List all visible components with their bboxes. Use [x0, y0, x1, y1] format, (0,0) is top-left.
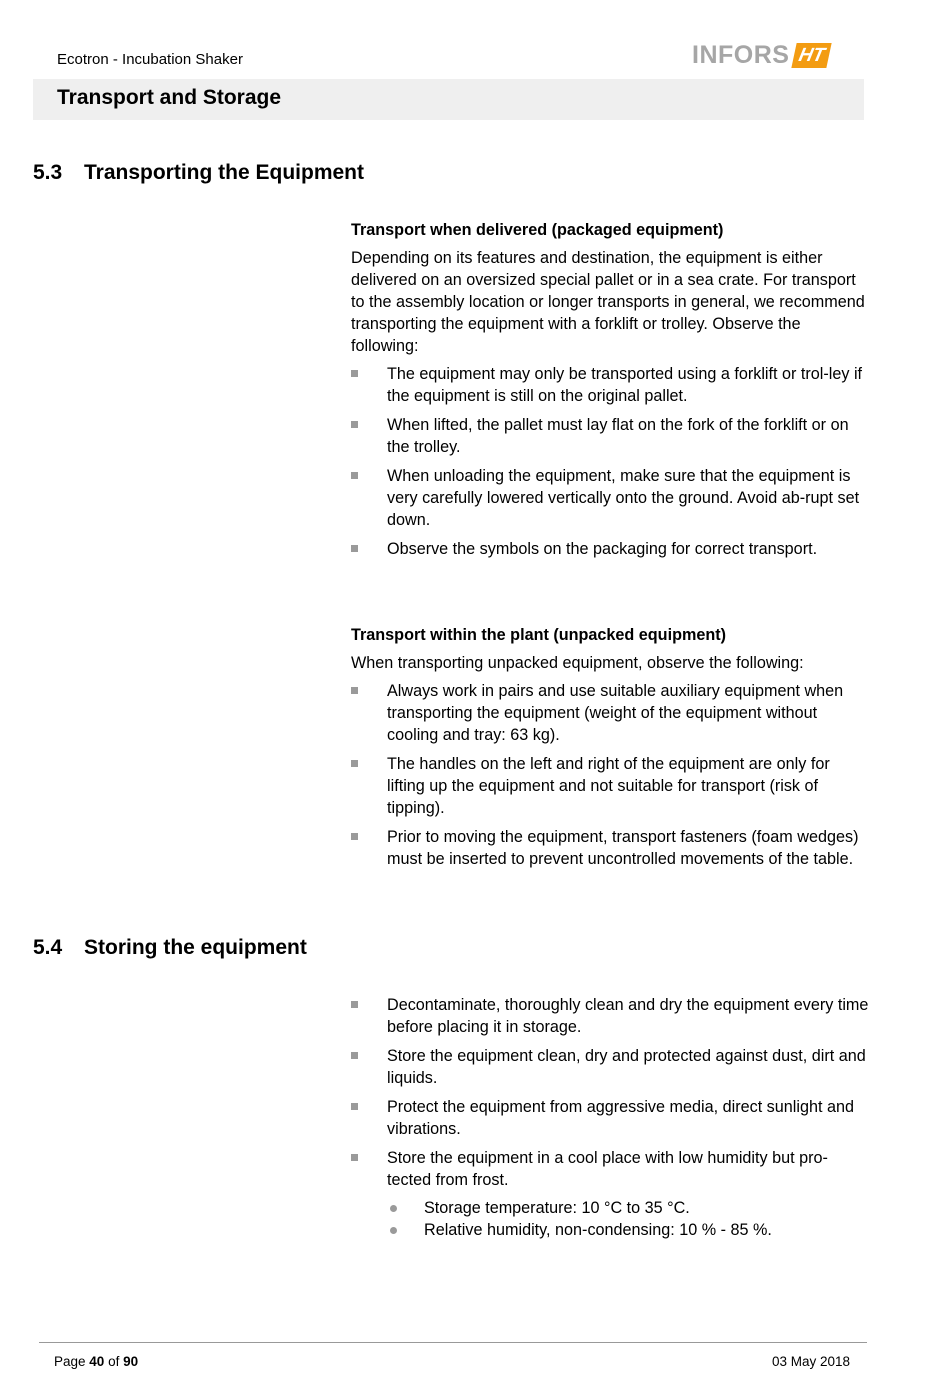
list-item: Protect the equipment from aggressive media, direct sunlight and vibrations. [351, 1096, 871, 1140]
infors-ht-logo [692, 42, 830, 68]
bullet-list [351, 363, 871, 560]
section-heading-5-3 [33, 161, 364, 185]
round-bullet-icon [390, 1205, 397, 1212]
subsection-heading: Transport when delivered (packaged equipment) [351, 221, 724, 239]
intro-paragraph: When transporting unpacked equipment, observe the following: [351, 654, 804, 672]
page-number: 40 [89, 1354, 105, 1369]
square-bullet-icon [351, 370, 358, 377]
transport-unpacked-block [351, 624, 871, 877]
bullet-list [351, 680, 871, 870]
list-item: Always work in pairs and use suitable auxiliary equipment when transporting the equipment (weight of the equipment without cooling and tray: 63 kg). [351, 680, 871, 746]
square-bullet-icon [351, 1001, 358, 1008]
section-heading-5-4 [33, 936, 307, 960]
storage-block [351, 994, 871, 1248]
footer-divider [39, 1342, 867, 1343]
sub-bullet-list [387, 1197, 871, 1241]
list-item: When lifted, the pallet must lay flat on the fork of the forklift or on the trolley. [351, 414, 871, 458]
intro-paragraph: Depending on its features and destination, the equipment is either delivered on an oversized special pallet or in a sea crate. For transport to the assembly location or longer transports in general, we recommend transporting the equipment with a forklift or trolley. Observe the following: [351, 249, 865, 355]
list-item: Store the equipment clean, dry and protected against dust, dirt and liquids. [351, 1045, 871, 1089]
page-total: 90 [123, 1354, 139, 1369]
square-bullet-icon [351, 1154, 358, 1161]
logo-wordmark: INFORS [692, 40, 790, 69]
sub-list-item: Relative humidity, non-condensing: 10 % - 85 %. [387, 1219, 871, 1241]
logo-ht-badge: HT [792, 43, 833, 68]
square-bullet-icon [351, 1052, 358, 1059]
section-title: Storing the equipment [84, 936, 307, 959]
page-indicator: Page 40 of 90 [54, 1354, 139, 1369]
square-bullet-icon [351, 472, 358, 479]
square-bullet-icon [351, 833, 358, 840]
section-number: 5.4 [33, 936, 63, 959]
subsection-heading: Transport within the plant (unpacked equipment) [351, 626, 727, 644]
list-item: Decontaminate, thoroughly clean and dry the equipment every time before placing it in storage. [351, 994, 871, 1038]
transport-packaged-block [351, 219, 871, 567]
chapter-band [33, 79, 864, 120]
document-title: Ecotron - Incubation Shaker [57, 51, 243, 68]
list-item: Prior to moving the equipment, transport fasteners (foam wedges) must be inserted to prevent uncontrolled movements of the table. [351, 826, 871, 870]
chapter-title: Transport and Storage [57, 86, 282, 109]
list-item: Store the equipment in a cool place with low humidity but pro-tected from frost. Storage temperature: 10 °C to 35 °C. Relative humidity, non-condensing: 10 % - 85 %. [351, 1147, 871, 1241]
square-bullet-icon [351, 545, 358, 552]
footer-date: 03 May 2018 [772, 1354, 851, 1369]
square-bullet-icon [351, 760, 358, 767]
square-bullet-icon [351, 1103, 358, 1110]
square-bullet-icon [351, 687, 358, 694]
list-item: The equipment may only be transported using a forklift or trol-ley if the equipment is still on the original pallet. [351, 363, 871, 407]
square-bullet-icon [351, 421, 358, 428]
section-title: Transporting the Equipment [84, 161, 365, 184]
list-item: The handles on the left and right of the equipment are only for lifting up the equipment and not suitable for transport (risk of tipping). [351, 753, 871, 819]
round-bullet-icon [390, 1227, 397, 1234]
sub-list-item: Storage temperature: 10 °C to 35 °C. [387, 1197, 871, 1219]
bullet-list [351, 994, 871, 1241]
section-number: 5.3 [33, 161, 63, 184]
list-item: When unloading the equipment, make sure that the equipment is very carefully lowered vertically onto the ground. Avoid ab-rupt set down. [351, 465, 871, 531]
list-item: Observe the symbols on the packaging for correct transport. [351, 538, 871, 560]
